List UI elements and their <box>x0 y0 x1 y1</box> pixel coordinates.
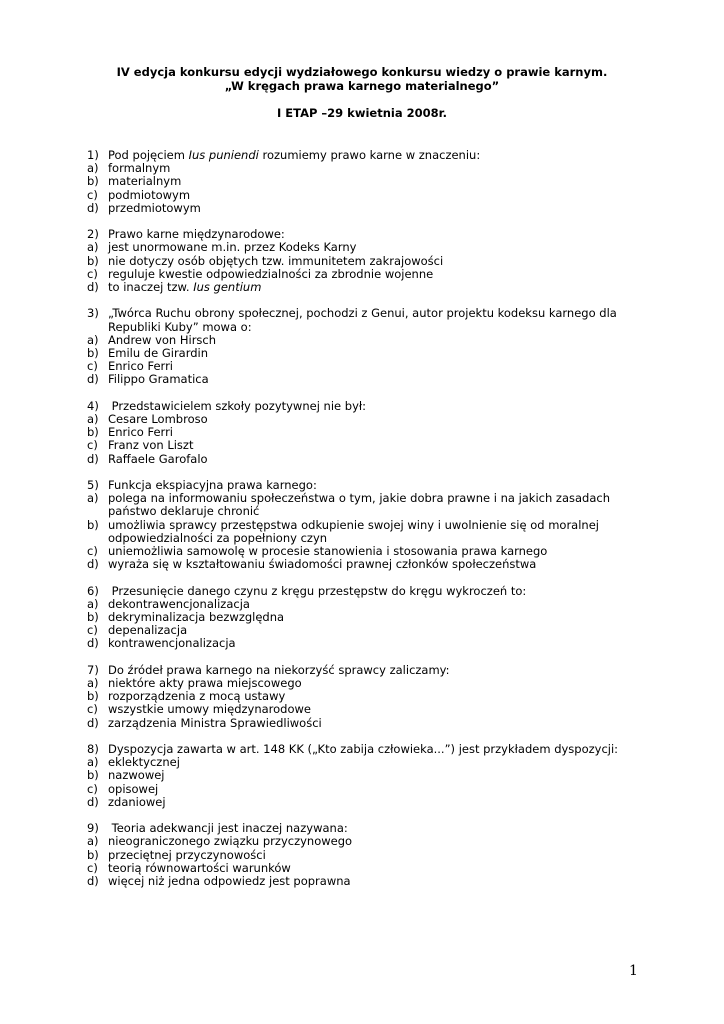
question-text <box>108 307 647 333</box>
option-letter: a) <box>87 332 99 347</box>
question-number: 9) <box>87 821 99 836</box>
option-letter: a) <box>87 161 99 176</box>
option-text-part: niektóre akty prawa miejscowego <box>108 676 302 691</box>
question-text-part: Prawo karne międzynarodowe: <box>108 227 285 242</box>
option-letter: c) <box>87 860 98 875</box>
option-letter: b) <box>87 689 99 704</box>
answer-option <box>87 373 647 386</box>
question-text-italic: Ius puniendi <box>188 148 259 162</box>
question-5 <box>87 479 647 571</box>
option-letter: b) <box>87 847 99 862</box>
option-text <box>108 492 647 518</box>
option-letter: d) <box>87 794 99 809</box>
question-3 <box>87 307 647 386</box>
option-letter: a) <box>87 676 99 691</box>
option-text-part: umożliwia sprawcy przestępstwa odkupienie swojej winy i uwolnienie się od moralnej odpowiedzialności za popełniony czyn <box>108 517 599 545</box>
answer-option <box>87 519 647 545</box>
option-letter: c) <box>87 438 98 453</box>
option-text-part: więcej niż jedna odpowiedz jest poprawna <box>108 874 351 889</box>
option-letter: b) <box>87 253 99 268</box>
option-text-part: Franz von Liszt <box>108 438 194 453</box>
option-letter: c) <box>87 187 98 202</box>
question-text-part: Do źródeł prawa karnego na niekorzyść sprawcy zaliczamy: <box>108 662 450 677</box>
answer-option <box>87 637 647 650</box>
option-text-part: Raffaele Garofalo <box>108 451 208 466</box>
option-text <box>108 347 647 360</box>
question-text <box>108 149 647 162</box>
answer-option <box>87 783 647 796</box>
answer-option <box>87 875 647 888</box>
option-text-part: depenalizacja <box>108 623 188 638</box>
question-text-part: Przesunięcie danego czynu z kręgu przestępstw do kręgu wykroczeń to: <box>108 583 527 598</box>
question-number: 3) <box>87 306 99 321</box>
option-text-part: dekontrawencjonalizacja <box>108 596 250 611</box>
question-number: 8) <box>87 742 99 757</box>
option-text-part: teorią równowartości warunków <box>108 860 291 875</box>
document-header <box>0 66 724 121</box>
title-line-2: „W kręgach prawa karnego materialnego” <box>224 78 500 93</box>
question-number: 4) <box>87 398 99 413</box>
option-text-part: wszystkie umowy międzynarodowe <box>108 702 311 717</box>
option-letter: d) <box>87 636 99 651</box>
option-letter: a) <box>87 596 99 611</box>
option-letter: c) <box>87 781 98 796</box>
option-text-part: podmiotowym <box>108 187 191 202</box>
question-2 <box>87 228 647 294</box>
answer-options <box>87 835 647 888</box>
option-text-part: dekryminalizacja bezwzględna <box>108 610 285 625</box>
question-number: 5) <box>87 478 99 493</box>
answer-options <box>87 492 647 571</box>
question-6 <box>87 585 647 651</box>
option-text <box>108 796 647 809</box>
option-text-part: zdaniowej <box>108 794 166 809</box>
option-text-part: jest unormowane m.in. przez Kodeks Karny <box>108 240 357 255</box>
option-text-part: uniemożliwia samowolę w procesie stanowienia i stosowania prawa karnego <box>108 544 548 559</box>
option-text-part: opisowej <box>108 781 159 796</box>
option-text <box>108 453 647 466</box>
option-text <box>108 281 647 294</box>
option-text-part: rozporządzenia z mocą ustawy <box>108 689 286 704</box>
option-letter: b) <box>87 768 99 783</box>
option-letter: d) <box>87 557 99 572</box>
option-letter: c) <box>87 266 98 281</box>
option-letter: a) <box>87 491 99 506</box>
option-text <box>108 558 647 571</box>
option-letter: a) <box>87 755 99 770</box>
option-letter: d) <box>87 280 99 295</box>
option-letter: c) <box>87 623 98 638</box>
option-text <box>108 783 647 796</box>
answer-options <box>87 756 647 809</box>
question-4 <box>87 400 647 466</box>
option-text-part: materialnym <box>108 174 182 189</box>
page-number: 1 <box>629 963 638 979</box>
option-text <box>108 637 647 650</box>
question-text-part: Teoria adekwancji jest inaczej nazywana: <box>108 821 348 836</box>
option-letter: a) <box>87 834 99 849</box>
option-letter: d) <box>87 200 99 215</box>
question-1 <box>87 149 647 215</box>
option-text <box>108 717 647 730</box>
option-text <box>108 875 647 888</box>
option-text-part: nieograniczonego związku przyczynowego <box>108 834 353 849</box>
answer-option <box>87 281 647 294</box>
option-text-part: wyraża się w kształtowaniu świadomości prawnej członków społeczeństwa <box>108 557 537 572</box>
option-text-part: Enrico Ferri <box>108 359 174 374</box>
option-letter: b) <box>87 517 99 532</box>
answer-option <box>87 453 647 466</box>
answer-options <box>87 413 647 466</box>
option-text-part: formalnym <box>108 161 171 176</box>
option-text-part: nie dotyczy osób objętych tzw. immunitetem zakrajowości <box>108 253 444 268</box>
option-letter: c) <box>87 544 98 559</box>
question-8 <box>87 743 647 809</box>
option-text-part: reguluje kwestie odpowiedzialności za zbrodnie wojenne <box>108 266 434 281</box>
title-line-1: IV edycja konkursu edycji wydziałowego konkursu wiedzy o prawie karnym. <box>116 65 608 79</box>
answer-option <box>87 756 647 769</box>
option-text-part: przeciętnej przyczynowości <box>108 847 266 862</box>
question-stem <box>87 307 647 333</box>
question-list <box>87 149 647 901</box>
question-text-part: Pod pojęciem <box>108 148 189 162</box>
option-letter: b) <box>87 346 99 361</box>
question-text-part: Funkcja ekspiacyjna prawa karnego: <box>108 478 317 493</box>
question-text <box>108 743 647 756</box>
answer-option <box>87 492 647 518</box>
answer-options <box>87 598 647 651</box>
question-number: 7) <box>87 662 99 677</box>
option-text <box>108 162 647 175</box>
option-text <box>108 202 647 215</box>
question-9 <box>87 822 647 888</box>
option-text-part: kontrawencjonalizacja <box>108 636 236 651</box>
stage-date: I ETAP –29 kwietnia 2008r. <box>277 106 447 120</box>
answer-options <box>87 162 647 215</box>
option-letter: b) <box>87 610 99 625</box>
option-letter: d) <box>87 372 99 387</box>
option-text-part: Enrico Ferri <box>108 425 174 440</box>
answer-option <box>87 796 647 809</box>
option-letter: b) <box>87 174 99 189</box>
option-letter: a) <box>87 240 99 255</box>
question-text-part: rozumiemy prawo karne w znaczeniu: <box>258 148 481 162</box>
option-letter: d) <box>87 715 99 730</box>
question-number: 6) <box>87 583 99 598</box>
option-text <box>108 756 647 769</box>
answer-option <box>87 769 647 782</box>
option-text-part: nazwowej <box>108 768 165 783</box>
option-letter: c) <box>87 359 98 374</box>
option-text-part: eklektycznej <box>108 755 180 770</box>
option-text <box>108 611 647 624</box>
question-text-part: Przedstawicielem szkoły pozytywnej nie był: <box>108 398 367 413</box>
question-text-part: „Twórca Ruchu obrony społecznej, pochodzi z Genui, autor projektu kodeksu karnego dla Republiki Kuby” mowa o: <box>108 306 621 334</box>
option-letter: c) <box>87 702 98 717</box>
option-letter: d) <box>87 874 99 889</box>
answer-options <box>87 334 647 387</box>
option-text-part: polega na informowaniu społeczeństwa o tym, jakie dobra prawne i na jakich zasadach państwo deklaruje chronić <box>108 491 611 519</box>
option-text-part: to inaczej tzw. <box>108 280 194 295</box>
option-text-part: zarządzenia Ministra Sprawiedliwości <box>108 715 322 730</box>
answer-options <box>87 677 647 730</box>
option-letter: a) <box>87 412 99 427</box>
option-text <box>108 519 647 545</box>
question-number: 2) <box>87 227 99 242</box>
answer-options <box>87 241 647 294</box>
answer-option <box>87 558 647 571</box>
answer-option <box>87 202 647 215</box>
question-text-part: Dyspozycja zawarta w art. 148 KK („Kto zabija człowieka...”) jest przykładem dyspozycji: <box>108 742 619 757</box>
option-text-part: przedmiotowym <box>108 200 201 215</box>
option-letter: d) <box>87 451 99 466</box>
option-text-part: Filippo Gramatica <box>108 372 209 387</box>
question-stem <box>87 149 647 162</box>
option-text <box>108 769 647 782</box>
option-text-part: Emilu de Girardin <box>108 346 209 361</box>
option-text-part: Cesare Lombroso <box>108 412 208 427</box>
option-text <box>108 413 647 426</box>
option-text <box>108 373 647 386</box>
option-letter: b) <box>87 425 99 440</box>
option-text-italic: Ius gentium <box>193 280 262 295</box>
option-text-part: Andrew von Hirsch <box>108 332 217 347</box>
question-7 <box>87 664 647 730</box>
question-number: 1) <box>87 148 99 162</box>
answer-option <box>87 717 647 730</box>
